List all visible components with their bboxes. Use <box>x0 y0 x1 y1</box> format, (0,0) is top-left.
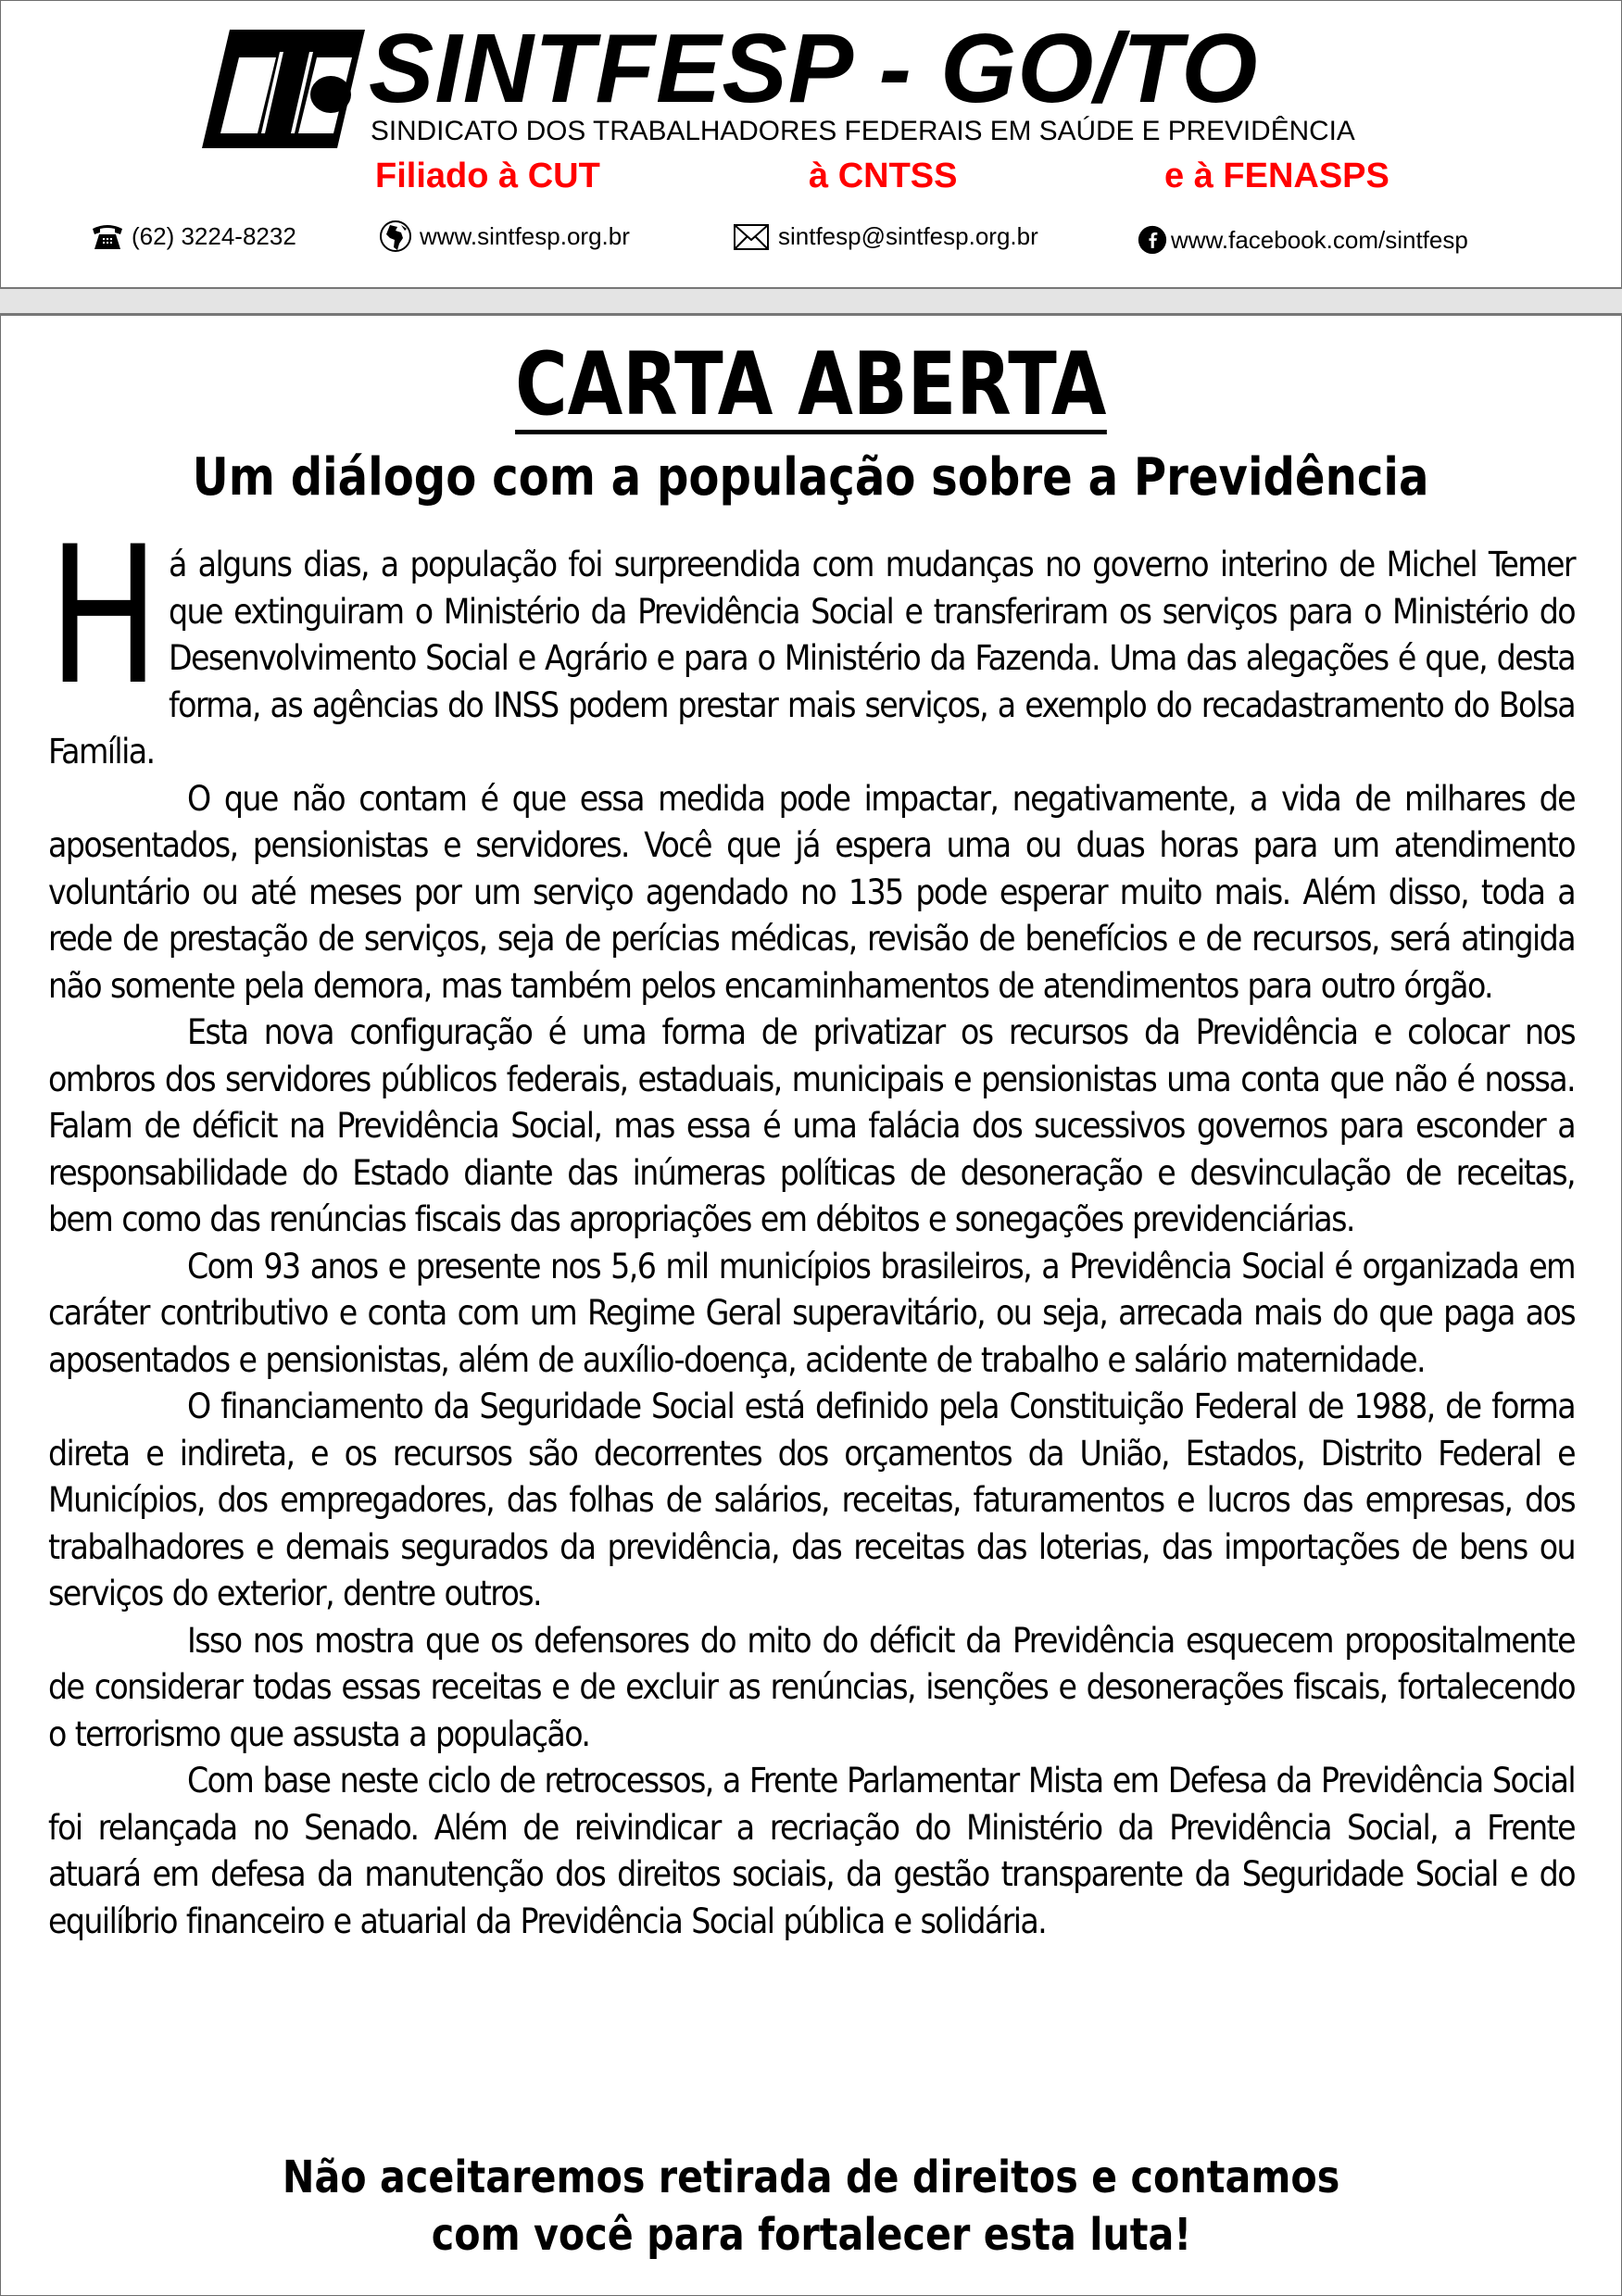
paragraph-4: Com 93 anos e presente nos 5,6 mil municípios brasileiros, a Previdência Social é organizada em caráter contributivo e conta com um Regime Geral superavitário, ou seja, arrecada mais do que paga aos aposentados e pensionistas, além de auxílio-doença, acidente de trabalho e salário maternidade. <box>48 1246 1575 1380</box>
phone-number: (62) 3224-8232 <box>132 222 296 250</box>
drop-cap: H <box>48 507 160 727</box>
paragraph-7: Com base neste ciclo de retrocessos, a Frente Parlamentar Mista em Defesa da Previdência Social foi relançada no Senado. Além de reivindicar a recriação do Ministério da Previdência Social, a Frente atuará em defesa da manutenção dos direitos sociais, da gestão transparente da Seguridade Social e do equilíbrio financeiro e atuarial da Previdência Social pública e solidária. <box>48 1761 1575 1941</box>
contact-facebook[interactable] <box>1138 224 1468 256</box>
facebook-icon <box>1138 225 1167 255</box>
document-title-text: CARTA ABERTA <box>515 334 1107 435</box>
paragraph-1-text: á alguns dias, a população foi surpreendida com mudanças no governo interino de Michel Temer que extinguiram o Ministério da Previdência Social e transferiram os serviços para o Ministério do Desenvolvimento Social e Agrário e para o Ministério da Fazenda. Uma das alegações é que, desta forma, as agências do INSS podem prestar mais serviços, a exemplo do recadastramento do Bolsa Família. <box>48 545 1575 772</box>
contact-phone <box>91 220 296 253</box>
letter-body <box>48 507 1575 1945</box>
affiliation-fenasps: e à FENASPS <box>1164 157 1389 195</box>
paragraph-5: O financiamento da Seguridade Social está definido pela Constituição Federal de 1988, de forma direta e indireta, e os recursos são decorrentes dos orçamentos da União, Estados, Distrito Federal e Municípios, dos empregadores, das folhas de salários, receitas, faturamentos e lucros das empresas, dos trabalhadores e demais segurados da previdência, das receitas das loterias, das importações de bens ou serviços do exterior, dentre outros. <box>48 1386 1575 1613</box>
organization-name: SINDICATO DOS TRABALHADORES FEDERAIS EM SAÚDE E PREVIDÊNCIA <box>371 116 1355 146</box>
closing-line-1: Não aceitaremos retirada de direitos e contamos <box>282 2152 1340 2203</box>
paragraph-1 <box>48 507 1575 776</box>
affiliation-cut: Filiado à CUT <box>375 157 600 195</box>
affiliation-cntss: à CNTSS <box>809 157 958 195</box>
facebook-link[interactable]: www.facebook.com/sintfesp <box>1171 226 1468 254</box>
website-link[interactable]: www.sintfesp.org.br <box>420 222 630 250</box>
envelope-icon <box>732 220 771 253</box>
contact-email[interactable] <box>732 220 1038 253</box>
paragraph-6: Isso nos mostra que os defensores do mito do déficit da Previdência esquecem propositalmente de considerar todas essas receitas e de excluir as renúncias, isenções e desonerações fiscais, fortalecendo o terrorismo que assusta a população. <box>48 1620 1575 1754</box>
document-subtitle-text: Um diálogo com a população sobre a Previdência <box>193 447 1429 508</box>
globe-icon <box>379 220 412 253</box>
sintfesp-logo-icon <box>202 30 365 148</box>
closing-line-2: com você para fortalecer esta luta! <box>431 2209 1191 2261</box>
document-title <box>0 334 1622 435</box>
closing-statement <box>0 2149 1622 2264</box>
telephone-icon <box>91 220 124 253</box>
header-divider-band <box>0 287 1622 316</box>
contact-website[interactable] <box>379 220 630 253</box>
letterhead <box>0 0 1622 289</box>
document-subtitle <box>0 448 1622 508</box>
paragraph-2: O que não contam é que essa medida pode impactar, negativamente, a vida de milhares de aposentados, pensionistas e servidores. Você que já espera uma ou duas horas para um atendimento voluntário ou até meses por um serviço agendado no 135 pode esperar muito mais. Além disso, toda a rede de prestação de serviços, seja de perícias médicas, revisão de benefícios e de recursos, será atingida não somente pela demora, mas também pelos encaminhamentos de atendimentos para outro órgão. <box>48 778 1575 1006</box>
paragraph-3: Esta nova configuração é uma forma de privatizar os recursos da Previdência e colocar nos ombros dos servidores públicos federais, estaduais, municipais e pensionistas uma conta que não é nossa. Falam de déficit na Previdência Social, mas essa é uma falácia dos sucessivos governos para esconder a responsabilidade do Estado diante das inúmeras políticas de desoneração e desvinculação de receitas, bem como das renúncias fiscais das apropriações em débitos e sonegações previdenciárias. <box>48 1012 1575 1239</box>
brand-logotype: SINTFESP - GO/TO <box>369 14 1259 123</box>
email-link[interactable]: sintfesp@sintfesp.org.br <box>778 222 1038 250</box>
